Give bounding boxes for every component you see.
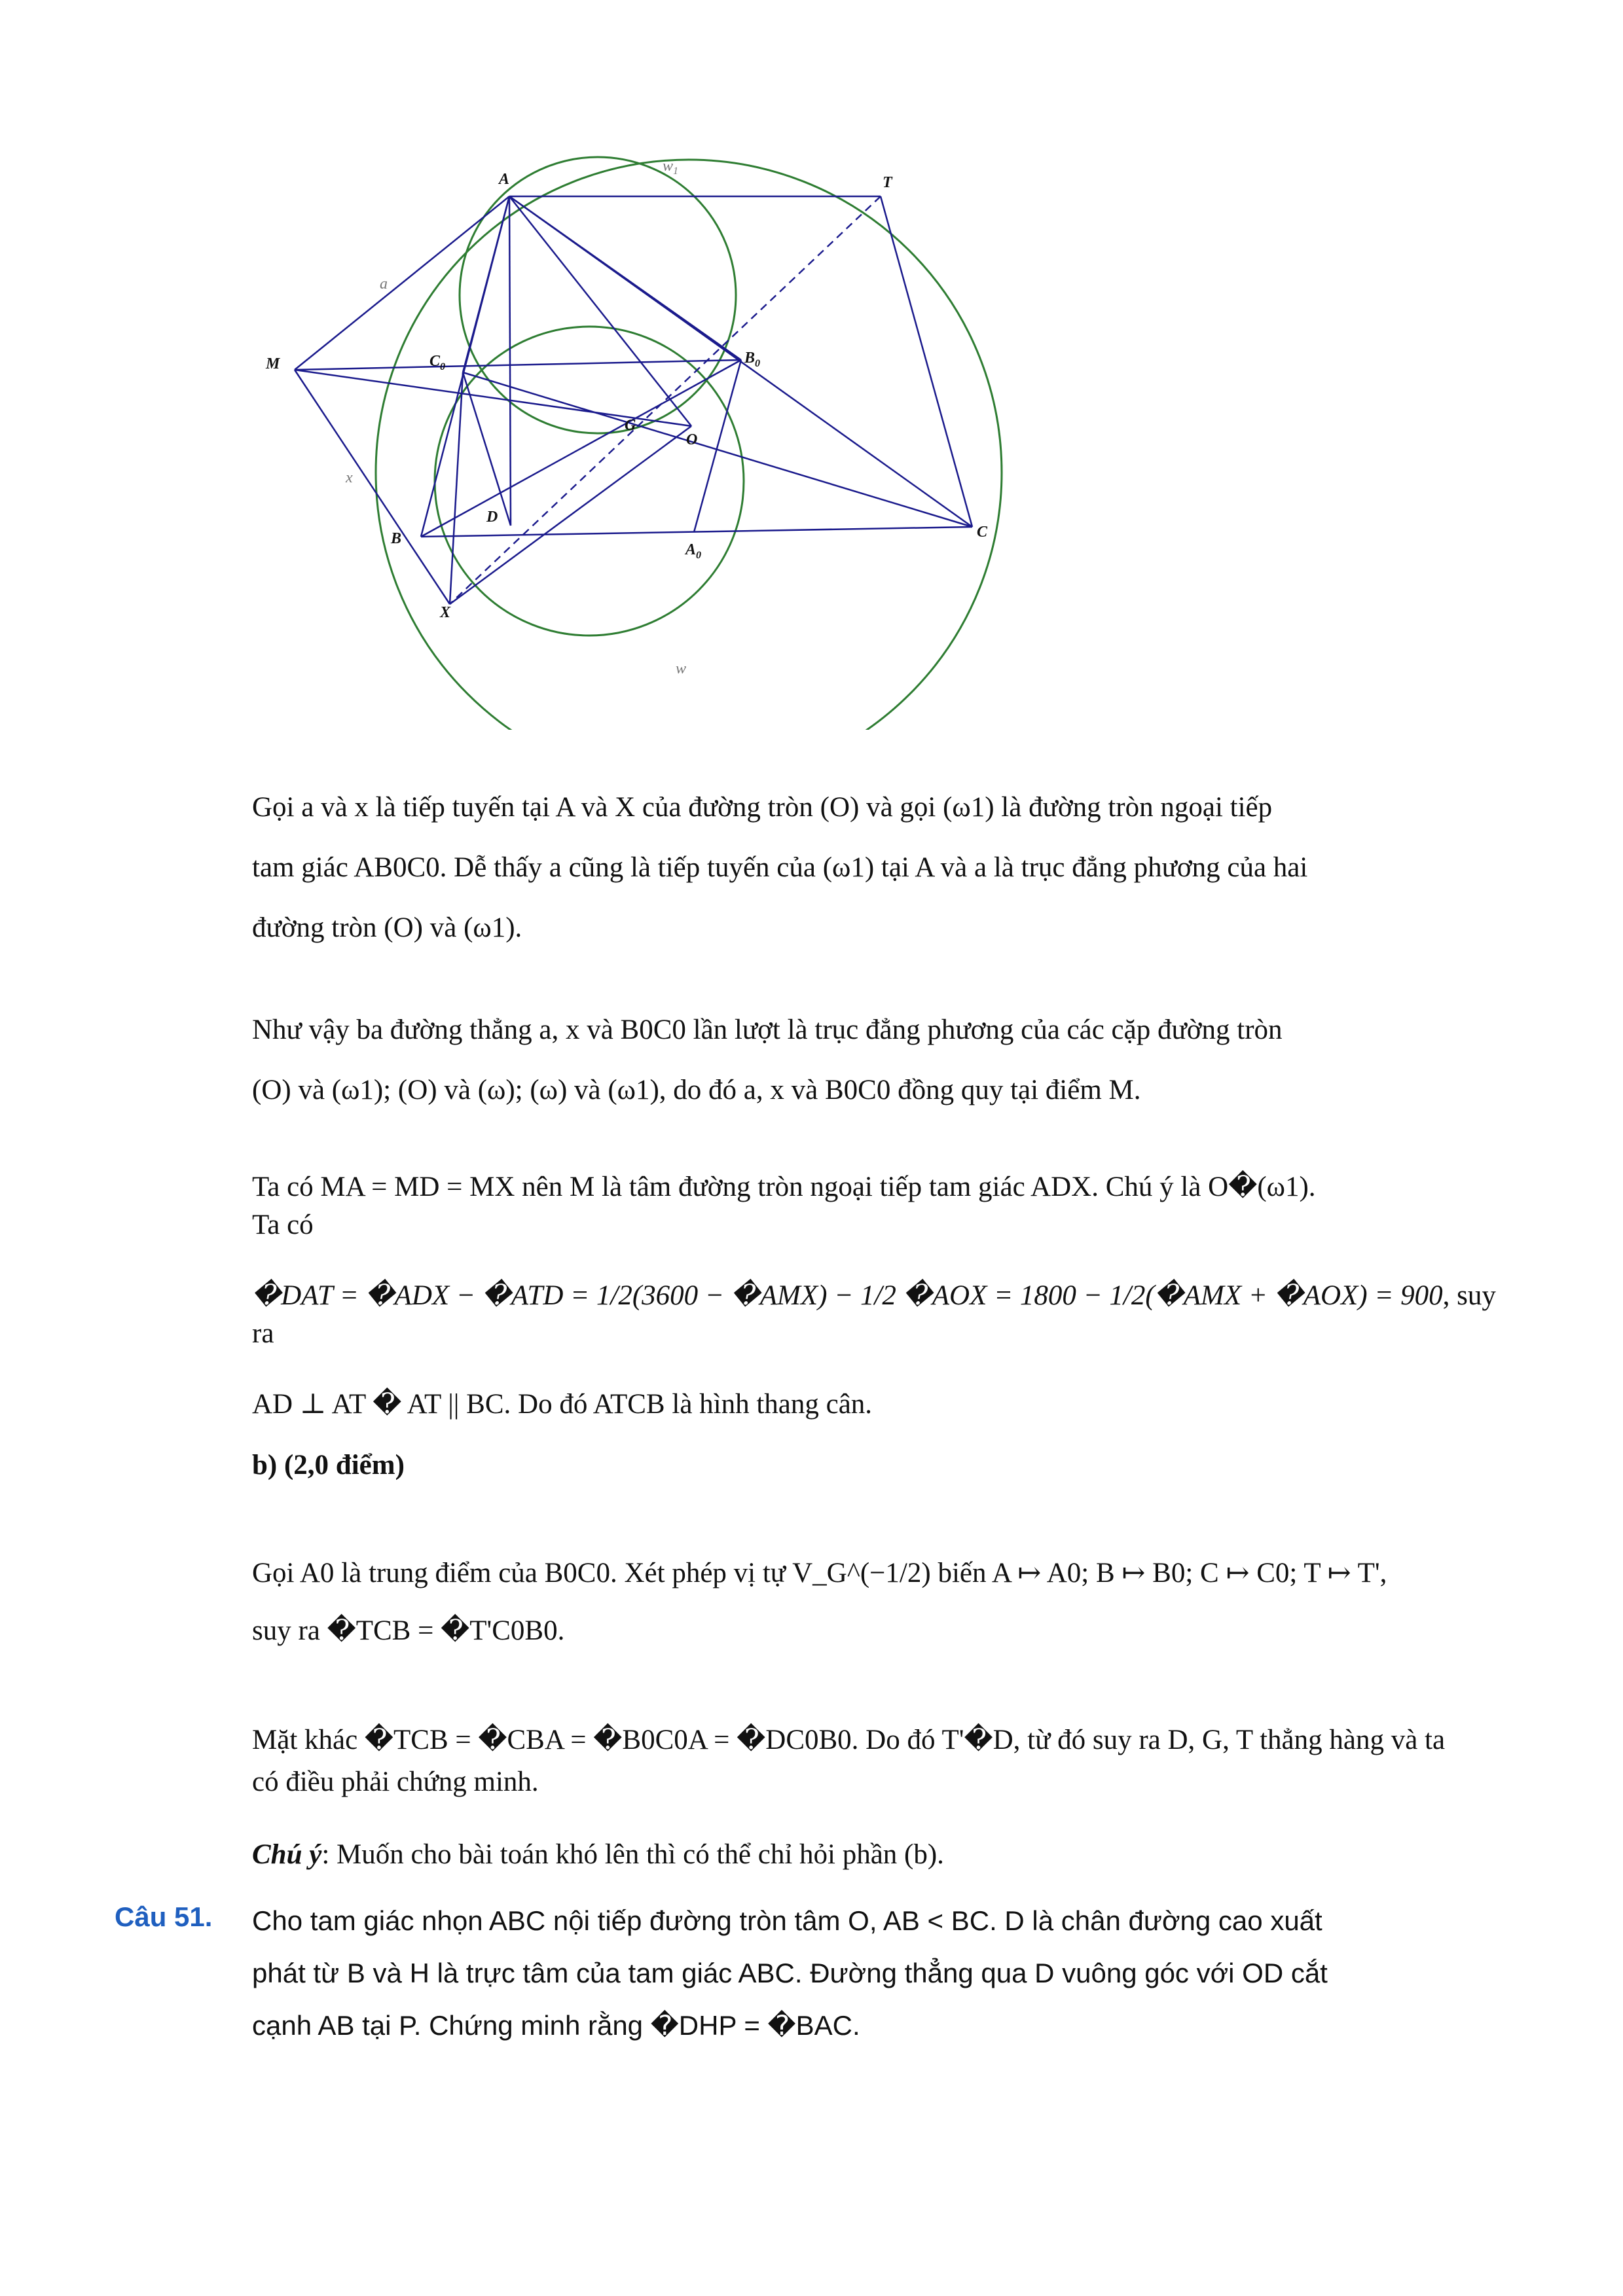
- cau51-line2: phát từ B và H là trực tâm của tam giác ABC. Đường thẳng qua D vuông góc với OD cắt: [252, 1957, 1328, 1988]
- circle-w: [435, 327, 744, 636]
- problem-51-label: Câu 51.: [115, 1901, 213, 1932]
- cau51-line1: Cho tam giác nhọn ABC nội tiếp đường tròn tâm O, AB < BC. D là chân đường cao xuất: [252, 1905, 1322, 1936]
- label-X: X: [440, 604, 451, 621]
- label-G: G: [625, 417, 636, 434]
- label-A: A: [499, 171, 510, 188]
- label-w1: $w_1$: [663, 158, 679, 177]
- label-w: w: [676, 660, 687, 677]
- part-b-heading: b) (2,0 điểm): [252, 1450, 405, 1480]
- p5-line1: Mặt khác �TCB = �CBA = �B0C0A = �DC0B0. Do đó T'�D, từ đó suy ra D, G, T thẳng hàng và ta: [252, 1725, 1446, 1755]
- p1-line3: đường tròn (O) và (ω1).: [252, 912, 522, 944]
- p2-line2: (O) và (ω1); (O) và (ω); (ω) và (ω1), do đó a, x và B0C0 đồng quy tại điểm M.: [252, 1075, 1141, 1106]
- note-text: : Muốn cho bài toán khó lên thì có thể chỉ hỏi phần (b).: [321, 1839, 944, 1870]
- p2-line1: Như vậy ba đường thẳng a, x và B0C0 lần lượt là trục đẳng phương của các cặp đường tròn: [252, 1014, 1283, 1045]
- label-line-a: a: [380, 276, 388, 293]
- label-B0: $B_0$: [744, 350, 761, 369]
- angle-formula: [252, 1277, 1516, 1353]
- paragraph-radical-axes: [252, 1011, 1516, 1109]
- label-C0: $C_0$: [429, 353, 446, 372]
- paragraph-conclusion: [252, 1721, 1516, 1801]
- geometry-diagram: [249, 115, 1034, 730]
- circle-w1: [460, 157, 736, 433]
- note-label: Chú ý: [252, 1839, 322, 1870]
- paragraph-homothety: [252, 1554, 1516, 1650]
- label-T: T: [883, 174, 892, 191]
- paragraph-circumcenter: [252, 1168, 1516, 1424]
- problem-51-statement: [252, 1895, 1516, 2051]
- p3-line1: Ta có MA = MD = MX nên M là tâm đường tròn ngoại tiếp tam giác ADX. Chú ý là O�(ω1).: [252, 1172, 1316, 1202]
- label-O: O: [686, 431, 698, 448]
- label-M: M: [266, 355, 280, 372]
- p3-line4: AD ⊥ AT � AT || BC. Do đó ATCB là hình thang cân.: [252, 1389, 873, 1420]
- note-paragraph: [252, 1836, 1516, 1874]
- paragraph-tangent-definition: [252, 789, 1516, 947]
- label-B: B: [391, 530, 402, 547]
- geometry-figure: [249, 115, 1034, 730]
- p1-line2: tam giác AB0C0. Dễ thấy a cũng là tiếp tuyến của (ω1) tại A và a là trục đẳng phương của hai: [252, 852, 1308, 884]
- label-A0: $A_0$: [685, 541, 702, 561]
- p4-line1: Gọi A0 là trung điểm của B0C0. Xét phép vị tự V_G^(−1/2) biến A ↦ A0; B ↦ B0; C ↦ C0; T ↦ T',: [252, 1558, 1387, 1588]
- label-line-x: x: [346, 469, 353, 486]
- label-C: C: [977, 524, 988, 541]
- p5-line2: có điều phải chứng minh.: [252, 1767, 539, 1798]
- p4-line2: suy ra �TCB = �T'C0B0.: [252, 1615, 565, 1647]
- cau51-line3: cạnh AB tại P. Chứng minh rằng �DHP = �BAC.: [252, 2009, 860, 2041]
- label-D: D: [486, 509, 498, 526]
- formula-text: �DAT = �ADX − �ATD = 1/2(3600 − �AMX) − 1/2 �AOX = 1800 − 1/2(�AMX + �AOX) = 900: [252, 1280, 1443, 1312]
- p3-line2: Ta có: [252, 1210, 314, 1241]
- p1-line1: Gọi a và x là tiếp tuyến tại A và X của đường tròn (O) và gọi (ω1) là đường tròn ngoại tiếp: [252, 792, 1273, 823]
- formula-suffix: , suy ra: [252, 1280, 1496, 1350]
